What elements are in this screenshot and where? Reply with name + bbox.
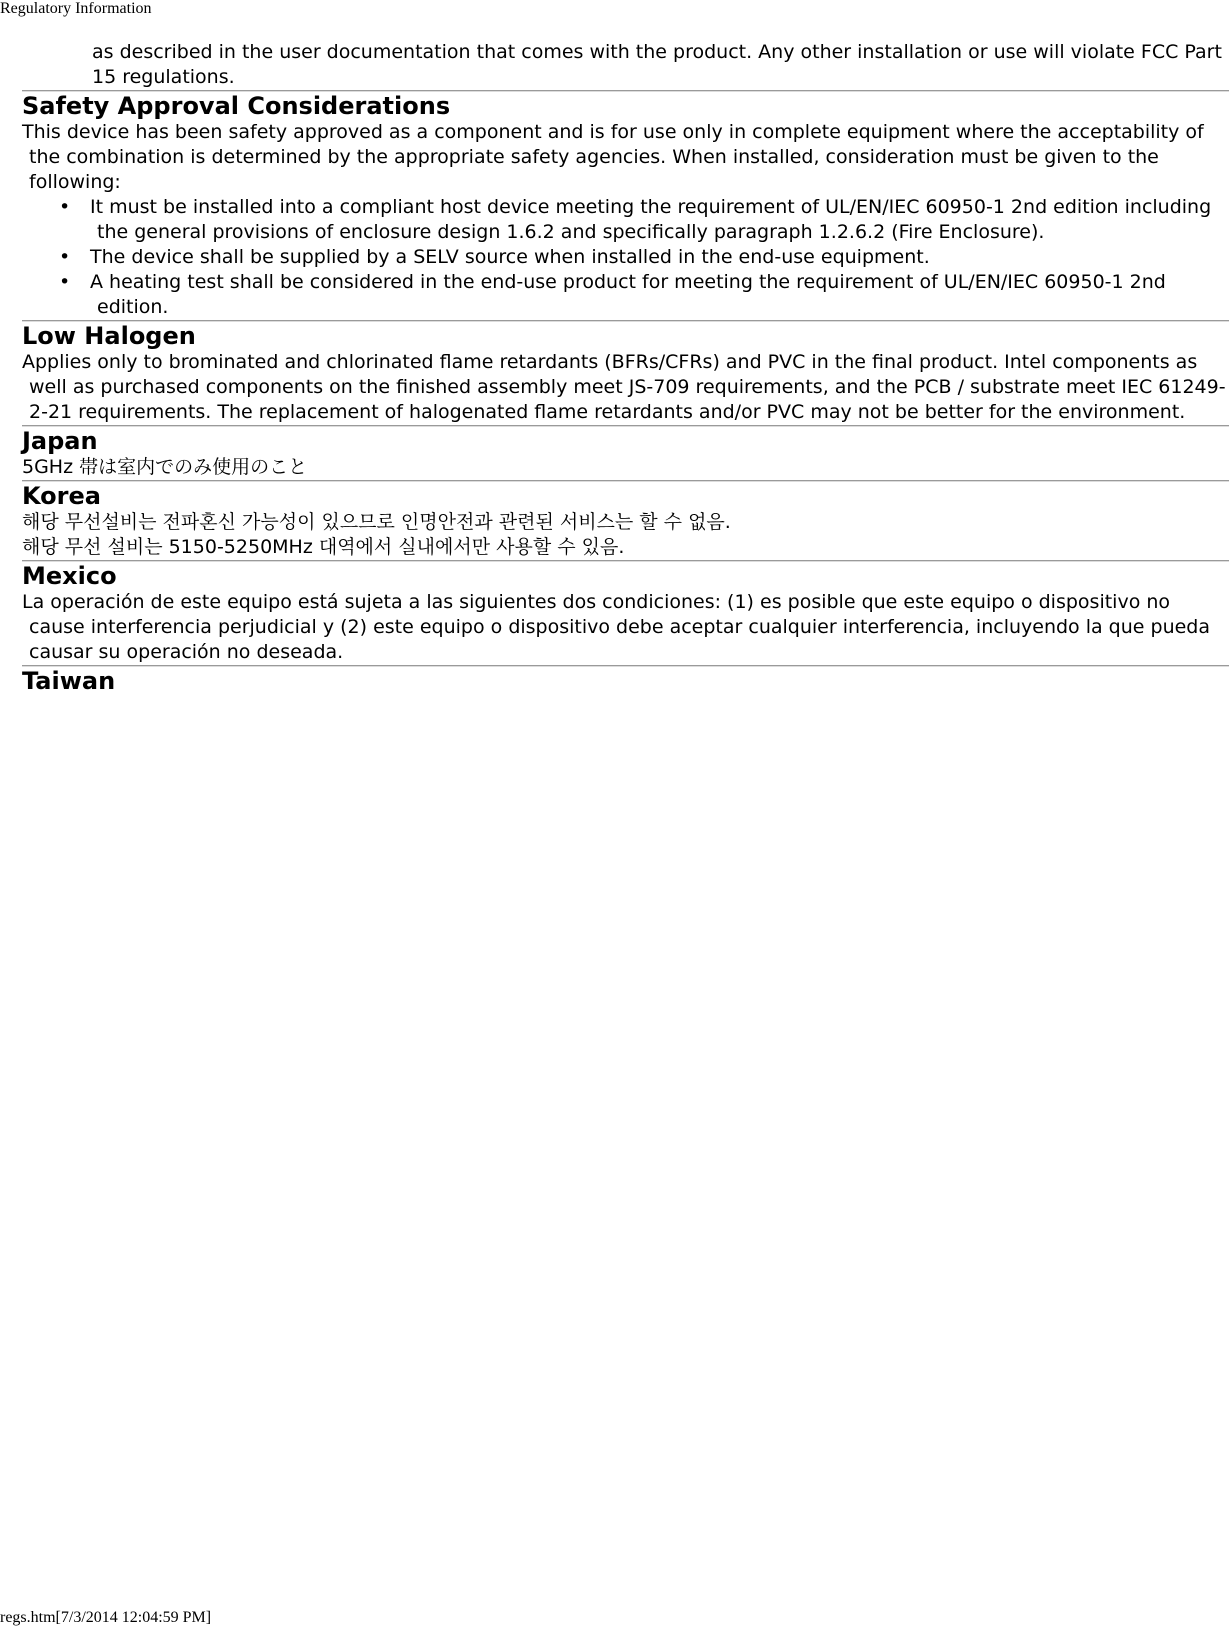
bullet-icon: • (59, 271, 71, 293)
section-title-korea: Korea (22, 482, 101, 510)
section-title-low-halogen: Low Halogen (22, 322, 196, 350)
intro-paragraph: as described in the user documentation that comes with the product. Any other installation or use will violate FCC Part 15 regulations. (92, 41, 1222, 88)
print-header: Regulatory Information (0, 0, 152, 17)
mexico-body: La operación de este equipo está sujeta a las siguientes dos condiciones: (1) es posible que este equipo o dispositivo no cause interferencia perjudicial y (2) este equipo o dispositivo debe aceptar cualquier interferencia, incluyendo la que pueda causar su operación no deseada. (22, 591, 1211, 663)
section-taiwan (22, 667, 1229, 695)
section-title-mexico: Mexico (22, 562, 117, 590)
list-item (22, 270, 1229, 320)
section-safety (22, 92, 1229, 320)
safety-bullet-list (22, 195, 1229, 320)
list-item (22, 195, 1229, 245)
korea-line-2: 해당 무선 설비는 5150-5250MHz 대역에서 실내에서만 사용할 수 있음. (22, 536, 625, 558)
list-item-text: A heating test shall be considered in the end-use product for meeting the requirement of UL/EN/IEC 60950-1 2nd edition. (90, 271, 1166, 318)
section-low-halogen (22, 322, 1229, 425)
section-title-taiwan: Taiwan (22, 667, 116, 695)
bullet-icon: • (59, 246, 71, 268)
safety-body: This device has been safety approved as a component and is for use only in complete equipment where the acceptability of the combination is determined by the appropriate safety agencies. When installed, consideration must be given to the following: (22, 121, 1204, 193)
low-halogen-body: Applies only to brominated and chlorinated flame retardants (BFRs/CFRs) and PVC in the final product. Intel components as well as purchased components on the finished assembly meet JS-709 requirements, and the PCB / substrate meet IEC 61249-2-21 requirements. The replacement of halogenated flame retardants and/or PVC may not be better for the environment. (22, 351, 1226, 423)
list-item (22, 245, 1229, 270)
japan-body: 5GHz 帯は室内でのみ使用のこと (22, 456, 308, 478)
list-item-text: The device shall be supplied by a SELV source when installed in the end-use equipment. (90, 246, 930, 268)
print-footer: regs.htm[7/3/2014 12:04:59 PM] (0, 1609, 212, 1626)
section-title-japan: Japan (22, 427, 98, 455)
section-korea (22, 482, 1229, 560)
section-title-safety: Safety Approval Considerations (22, 92, 451, 120)
bullet-icon: • (59, 196, 71, 218)
korea-line-1: 해당 무선설비는 전파혼신 가능성이 있으므로 인명안전과 관련된 서비스는 할 수 없음. (22, 511, 731, 533)
list-item-text: It must be installed into a compliant host device meeting the requirement of UL/EN/IEC 60950-1 2nd edition including the general provisions of enclosure design 1.6.2 and specifically paragraph 1.2.6.2 (Fire Enclosure). (90, 196, 1212, 243)
section-mexico (22, 562, 1229, 665)
document-content (22, 40, 1229, 695)
section-japan (22, 427, 1229, 480)
